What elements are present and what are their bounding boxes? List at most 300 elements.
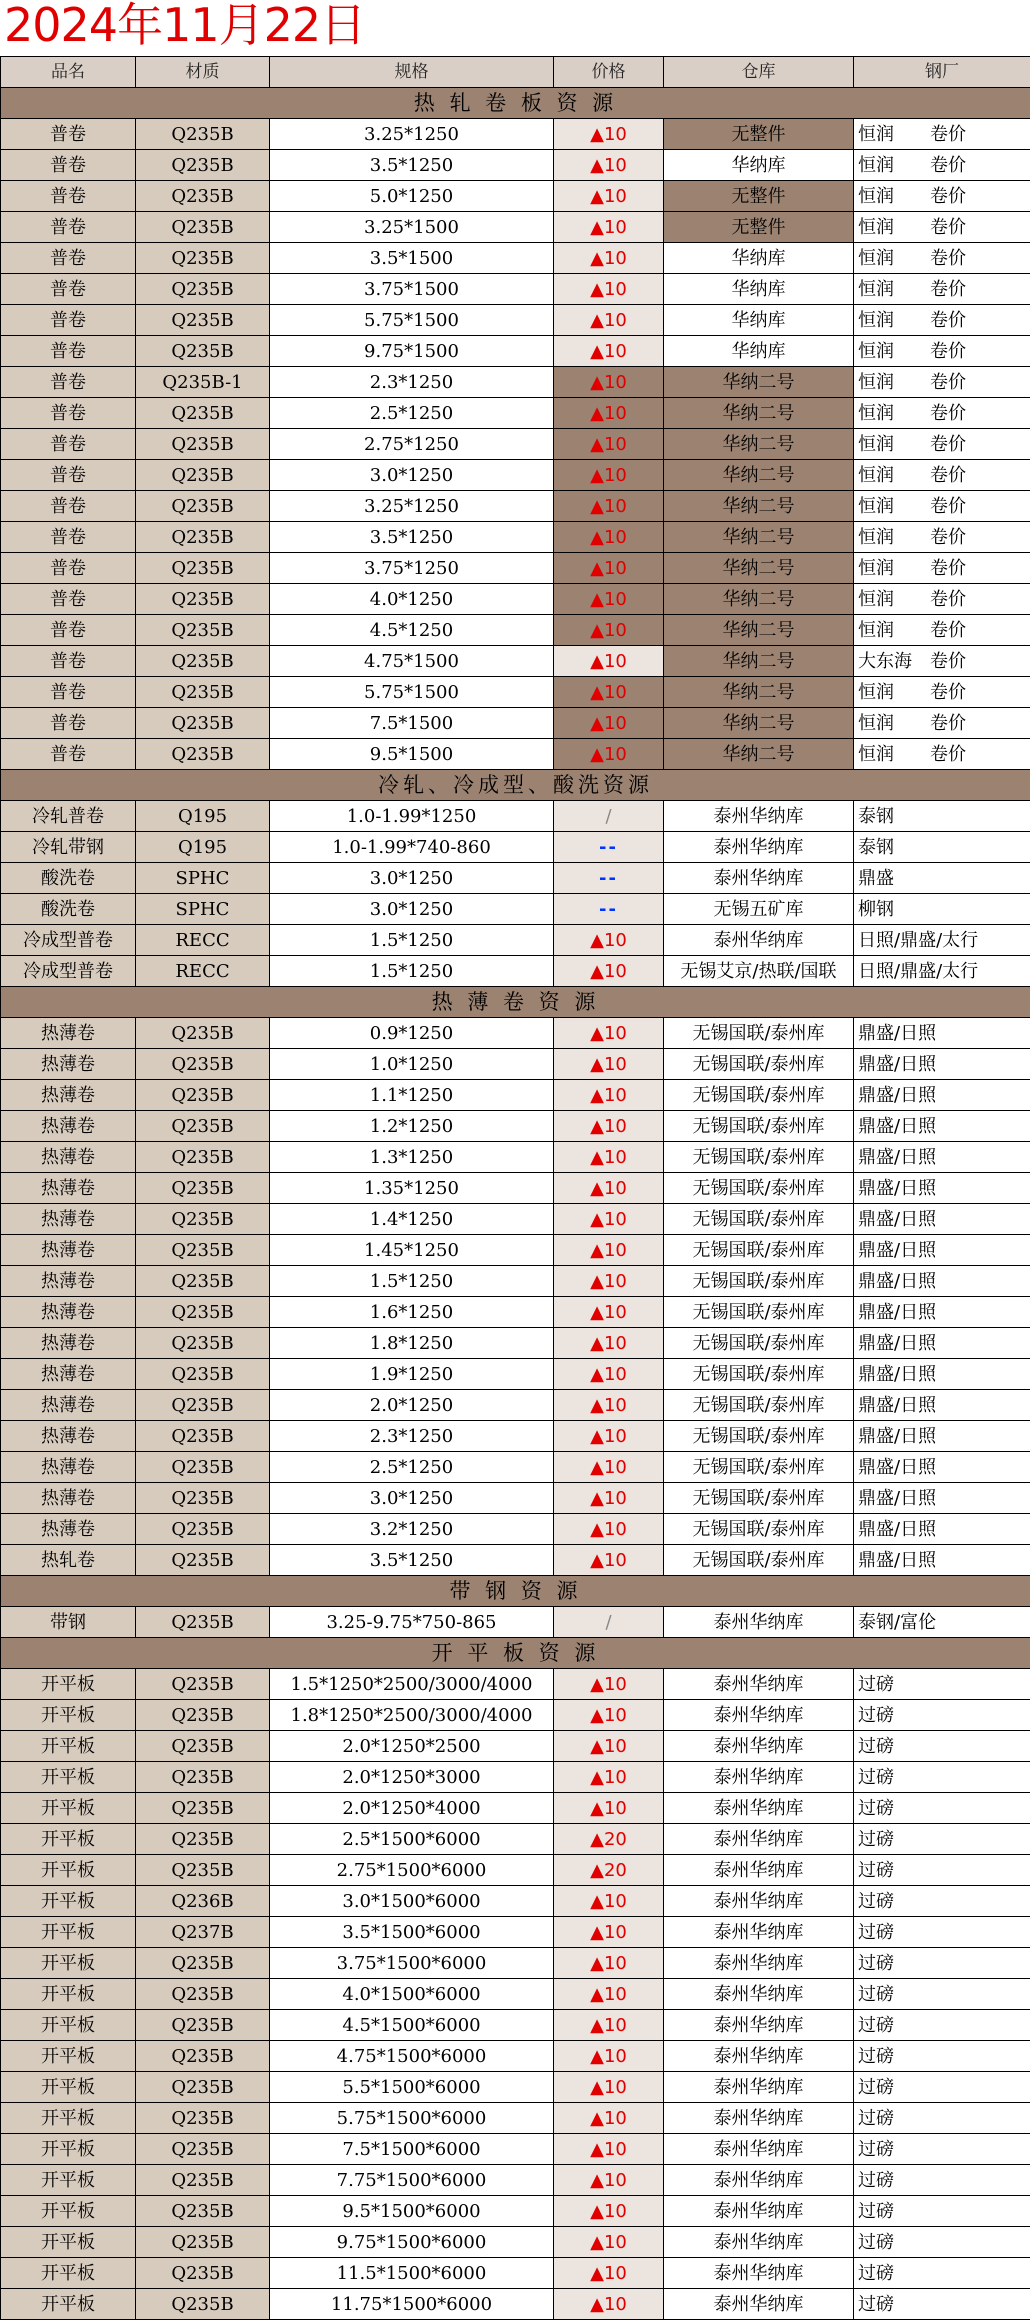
price-change-value: 10 [604, 1457, 627, 1478]
price-up-arrow-icon: ▲ [590, 1085, 604, 1106]
mill-cell: 恒润 卷价 [854, 429, 1030, 460]
material-cell: Q235B [136, 2041, 270, 2072]
material-cell: Q235B [136, 1173, 270, 1204]
table-row [1, 1328, 1030, 1359]
material-cell: Q235B [136, 615, 270, 646]
product-name-cell: 酸洗卷 [1, 863, 136, 894]
price-up-arrow-icon: ▲ [590, 744, 604, 765]
mill-cell: 恒润 卷价 [854, 460, 1030, 491]
warehouse-cell: 无整件 [664, 119, 854, 150]
header-row [1, 57, 1030, 88]
price-up-arrow-icon: ▲ [590, 1240, 604, 1261]
table-row [1, 1483, 1030, 1514]
warehouse-cell: 无锡国联/泰州库 [664, 1545, 854, 1576]
price-change-value: 10 [604, 155, 627, 176]
table-row [1, 2103, 1030, 2134]
price-up-arrow-icon: ▲ [590, 155, 604, 176]
mill-cell: 恒润 卷价 [854, 491, 1030, 522]
table-row [1, 1700, 1030, 1731]
price-cell [554, 2103, 664, 2134]
spec-cell: 2.0*1250*2500 [270, 1731, 554, 1762]
spec-cell: 3.2*1250 [270, 1514, 554, 1545]
price-cell [554, 2010, 664, 2041]
table-row [1, 801, 1030, 832]
material-cell: Q235B [136, 336, 270, 367]
product-name-cell: 开平板 [1, 1793, 136, 1824]
price-up-arrow-icon: ▲ [590, 1767, 604, 1788]
material-cell: Q235B [136, 1049, 270, 1080]
table-row [1, 1824, 1030, 1855]
price-cell [554, 1204, 664, 1235]
mill-cell: 恒润 卷价 [854, 305, 1030, 336]
warehouse-cell: 泰州华纳库 [664, 2165, 854, 2196]
price-up-arrow-icon: ▲ [590, 713, 604, 734]
price-cell [554, 212, 664, 243]
spec-cell: 1.5*1250 [270, 925, 554, 956]
price-cell [554, 1235, 664, 1266]
product-name-cell: 开平板 [1, 1669, 136, 1700]
table-row [1, 2258, 1030, 2289]
price-dash-mark: -- [599, 899, 618, 920]
price-slash-mark: / [605, 1612, 611, 1633]
warehouse-cell: 泰州华纳库 [664, 1731, 854, 1762]
material-cell: Q235B [136, 1607, 270, 1638]
material-cell: Q235B [136, 1483, 270, 1514]
price-up-arrow-icon: ▲ [590, 1860, 604, 1881]
price-change-value: 10 [604, 2046, 627, 2067]
product-name-cell: 开平板 [1, 2072, 136, 2103]
product-name-cell: 普卷 [1, 212, 136, 243]
mill-cell: 过磅 [854, 1793, 1030, 1824]
material-cell: Q235B [136, 2134, 270, 2165]
product-name-cell: 热薄卷 [1, 1421, 136, 1452]
warehouse-cell: 无锡国联/泰州库 [664, 1235, 854, 1266]
price-up-arrow-icon: ▲ [590, 1488, 604, 1509]
mill-cell: 恒润 卷价 [854, 336, 1030, 367]
price-cell [554, 1793, 664, 1824]
price-change-value: 10 [604, 2139, 627, 2160]
table-row [1, 925, 1030, 956]
mill-cell: 鼎盛/日照 [854, 1483, 1030, 1514]
price-table [0, 56, 1030, 2320]
material-cell: Q235B [136, 1762, 270, 1793]
price-up-arrow-icon: ▲ [590, 1271, 604, 1292]
material-cell: Q235B [136, 553, 270, 584]
warehouse-cell: 无锡国联/泰州库 [664, 1421, 854, 1452]
price-cell [554, 181, 664, 212]
warehouse-cell: 华纳库 [664, 150, 854, 181]
table-row [1, 181, 1030, 212]
warehouse-cell: 华纳二号 [664, 367, 854, 398]
spec-cell: 3.25-9.75*750-865 [270, 1607, 554, 1638]
spec-cell: 1.45*1250 [270, 1235, 554, 1266]
warehouse-cell: 泰州华纳库 [664, 1607, 854, 1638]
warehouse-cell: 华纳二号 [664, 522, 854, 553]
warehouse-cell: 泰州华纳库 [664, 2103, 854, 2134]
material-cell: Q235B [136, 677, 270, 708]
spec-cell: 2.0*1250*3000 [270, 1762, 554, 1793]
table-row [1, 1452, 1030, 1483]
spec-cell: 9.5*1500 [270, 739, 554, 770]
warehouse-cell: 泰州华纳库 [664, 801, 854, 832]
price-up-arrow-icon: ▲ [590, 1333, 604, 1354]
table-row [1, 863, 1030, 894]
price-cell [554, 1483, 664, 1514]
product-name-cell: 普卷 [1, 429, 136, 460]
spec-cell: 1.1*1250 [270, 1080, 554, 1111]
price-change-value: 10 [604, 2294, 627, 2315]
section-header-row [1, 1638, 1030, 1669]
price-change-value: 10 [604, 930, 627, 951]
material-cell: Q235B [136, 1080, 270, 1111]
price-up-arrow-icon: ▲ [590, 1178, 604, 1199]
price-cell [554, 1731, 664, 1762]
mill-cell: 过磅 [854, 1731, 1030, 1762]
product-name-cell: 开平板 [1, 2227, 136, 2258]
price-change-value: 10 [604, 1891, 627, 1912]
material-cell: Q237B [136, 1917, 270, 1948]
price-up-arrow-icon: ▲ [590, 558, 604, 579]
price-up-arrow-icon: ▲ [590, 527, 604, 548]
table-row [1, 336, 1030, 367]
product-name-cell: 普卷 [1, 739, 136, 770]
price-cell [554, 1452, 664, 1483]
spec-cell: 2.0*1250*4000 [270, 1793, 554, 1824]
price-change-value: 10 [604, 1519, 627, 1540]
product-name-cell: 热薄卷 [1, 1328, 136, 1359]
price-change-value: 10 [604, 1550, 627, 1571]
price-up-arrow-icon: ▲ [590, 2046, 604, 2067]
price-up-arrow-icon: ▲ [590, 2294, 604, 2315]
mill-cell: 过磅 [854, 2134, 1030, 2165]
spec-cell: 1.9*1250 [270, 1359, 554, 1390]
price-up-arrow-icon: ▲ [590, 279, 604, 300]
price-cell [554, 1018, 664, 1049]
price-change-value: 10 [604, 341, 627, 362]
mill-cell: 鼎盛/日照 [854, 1173, 1030, 1204]
price-cell [554, 1421, 664, 1452]
mill-cell: 过磅 [854, 2041, 1030, 2072]
product-name-cell: 热薄卷 [1, 1297, 136, 1328]
table-row [1, 1390, 1030, 1421]
product-name-cell: 开平板 [1, 1948, 136, 1979]
table-row [1, 1080, 1030, 1111]
material-cell: Q235B [136, 646, 270, 677]
table-row [1, 2196, 1030, 2227]
warehouse-cell: 泰州华纳库 [664, 1979, 854, 2010]
product-name-cell: 热薄卷 [1, 1359, 136, 1390]
material-cell: Q235B [136, 1855, 270, 1886]
price-change-value: 10 [604, 1767, 627, 1788]
price-change-value: 10 [604, 279, 627, 300]
price-up-arrow-icon: ▲ [590, 2263, 604, 2284]
price-up-arrow-icon: ▲ [590, 1116, 604, 1137]
mill-cell: 过磅 [854, 1855, 1030, 1886]
section-header-row [1, 88, 1030, 119]
mill-cell: 鼎盛/日照 [854, 1297, 1030, 1328]
price-up-arrow-icon: ▲ [590, 434, 604, 455]
mill-cell: 鼎盛/日照 [854, 1111, 1030, 1142]
mill-cell: 过磅 [854, 1886, 1030, 1917]
price-up-arrow-icon: ▲ [590, 1054, 604, 1075]
mill-cell: 过磅 [854, 1700, 1030, 1731]
spec-cell: 1.35*1250 [270, 1173, 554, 1204]
mill-cell: 过磅 [854, 2072, 1030, 2103]
section-header-row [1, 770, 1030, 801]
product-name-cell: 冷成型普卷 [1, 925, 136, 956]
mill-cell: 柳钢 [854, 894, 1030, 925]
price-change-value: 10 [604, 1953, 627, 1974]
warehouse-cell: 华纳二号 [664, 615, 854, 646]
material-cell: Q235B [136, 1731, 270, 1762]
material-cell: Q235B [136, 1328, 270, 1359]
material-cell: Q235B [136, 739, 270, 770]
price-cell [554, 336, 664, 367]
warehouse-cell: 无锡国联/泰州库 [664, 1173, 854, 1204]
mill-cell: 鼎盛/日照 [854, 1235, 1030, 1266]
spec-cell: 1.5*1250*2500/3000/4000 [270, 1669, 554, 1700]
product-name-cell: 普卷 [1, 677, 136, 708]
warehouse-cell: 华纳二号 [664, 429, 854, 460]
table-row [1, 1762, 1030, 1793]
warehouse-cell: 泰州华纳库 [664, 925, 854, 956]
material-cell: Q195 [136, 801, 270, 832]
mill-cell: 鼎盛/日照 [854, 1204, 1030, 1235]
table-row [1, 1235, 1030, 1266]
table-row [1, 2134, 1030, 2165]
price-up-arrow-icon: ▲ [590, 1550, 604, 1571]
warehouse-cell: 华纳二号 [664, 460, 854, 491]
table-row [1, 1545, 1030, 1576]
product-name-cell: 开平板 [1, 1700, 136, 1731]
table-row [1, 1266, 1030, 1297]
section-title: 热 轧 卷 板 资 源 [1, 88, 1030, 119]
product-name-cell: 普卷 [1, 584, 136, 615]
material-cell: Q235B [136, 1824, 270, 1855]
price-up-arrow-icon: ▲ [590, 248, 604, 269]
price-change-value: 20 [604, 1829, 627, 1850]
table-row [1, 119, 1030, 150]
warehouse-cell: 华纳二号 [664, 677, 854, 708]
price-cell [554, 894, 664, 925]
warehouse-cell: 华纳二号 [664, 646, 854, 677]
table-row [1, 491, 1030, 522]
price-change-value: 10 [604, 1674, 627, 1695]
price-cell [554, 150, 664, 181]
warehouse-cell: 华纳库 [664, 336, 854, 367]
mill-cell: 鼎盛/日照 [854, 1080, 1030, 1111]
mill-cell: 鼎盛/日照 [854, 1018, 1030, 1049]
spec-cell: 3.0*1250 [270, 863, 554, 894]
price-change-value: 10 [604, 1054, 627, 1075]
material-cell: Q235B [136, 2196, 270, 2227]
material-cell: Q235B [136, 522, 270, 553]
price-cell [554, 460, 664, 491]
price-cell [554, 615, 664, 646]
price-change-value: 10 [604, 961, 627, 982]
table-row [1, 429, 1030, 460]
warehouse-cell: 泰州华纳库 [664, 1917, 854, 1948]
price-change-value: 10 [604, 1271, 627, 1292]
price-cell [554, 522, 664, 553]
product-name-cell: 普卷 [1, 305, 136, 336]
material-cell: Q195 [136, 832, 270, 863]
product-name-cell: 酸洗卷 [1, 894, 136, 925]
spec-cell: 5.0*1250 [270, 181, 554, 212]
material-cell: Q235B [136, 119, 270, 150]
table-row [1, 305, 1030, 336]
table-row [1, 646, 1030, 677]
price-change-value: 10 [604, 1922, 627, 1943]
material-cell: Q236B [136, 1886, 270, 1917]
spec-cell: 1.3*1250 [270, 1142, 554, 1173]
mill-cell: 过磅 [854, 2289, 1030, 2320]
price-cell [554, 2165, 664, 2196]
spec-cell: 9.75*1500 [270, 336, 554, 367]
warehouse-cell: 华纳二号 [664, 491, 854, 522]
price-cell [554, 1328, 664, 1359]
spec-cell: 3.5*1250 [270, 150, 554, 181]
price-change-value: 10 [604, 1240, 627, 1261]
warehouse-cell: 泰州华纳库 [664, 2227, 854, 2258]
mill-cell: 过磅 [854, 2258, 1030, 2289]
product-name-cell: 普卷 [1, 336, 136, 367]
table-row [1, 1204, 1030, 1235]
table-row [1, 1111, 1030, 1142]
warehouse-cell: 泰州华纳库 [664, 1886, 854, 1917]
table-row [1, 1421, 1030, 1452]
material-cell: Q235B [136, 1142, 270, 1173]
material-cell: Q235B [136, 708, 270, 739]
table-row [1, 1669, 1030, 1700]
mill-cell: 过磅 [854, 1979, 1030, 2010]
table-row [1, 894, 1030, 925]
material-cell: Q235B [136, 274, 270, 305]
table-row [1, 1855, 1030, 1886]
table-row [1, 212, 1030, 243]
price-change-value: 10 [604, 2201, 627, 2222]
section-header-row [1, 987, 1030, 1018]
spec-cell: 1.0-1.99*740-860 [270, 832, 554, 863]
price-change-value: 10 [604, 217, 627, 238]
material-cell: Q235B [136, 1421, 270, 1452]
warehouse-cell: 无锡国联/泰州库 [664, 1452, 854, 1483]
price-cell [554, 1917, 664, 1948]
price-change-value: 10 [604, 1302, 627, 1323]
product-name-cell: 开平板 [1, 1855, 136, 1886]
price-up-arrow-icon: ▲ [590, 1395, 604, 1416]
product-name-cell: 开平板 [1, 2134, 136, 2165]
price-change-value: 10 [604, 124, 627, 145]
price-cell [554, 863, 664, 894]
report-date-title: 2024年11月22日 [4, 0, 365, 52]
warehouse-cell: 无锡国联/泰州库 [664, 1297, 854, 1328]
price-change-value: 10 [604, 527, 627, 548]
product-name-cell: 开平板 [1, 2258, 136, 2289]
mill-cell: 过磅 [854, 1824, 1030, 1855]
warehouse-cell: 泰州华纳库 [664, 863, 854, 894]
product-name-cell: 普卷 [1, 243, 136, 274]
price-cell [554, 2289, 664, 2320]
material-cell: Q235B [136, 1452, 270, 1483]
price-up-arrow-icon: ▲ [590, 372, 604, 393]
mill-cell: 过磅 [854, 2227, 1030, 2258]
material-cell: Q235B [136, 305, 270, 336]
section-title: 开 平 板 资 源 [1, 1638, 1030, 1669]
table-row [1, 1979, 1030, 2010]
price-cell [554, 801, 664, 832]
table-row [1, 1297, 1030, 1328]
price-cell [554, 367, 664, 398]
material-cell: Q235B [136, 1979, 270, 2010]
warehouse-cell: 华纳二号 [664, 584, 854, 615]
material-cell: RECC [136, 956, 270, 987]
material-cell: Q235B [136, 2072, 270, 2103]
warehouse-cell: 泰州华纳库 [664, 1855, 854, 1886]
material-cell: Q235B [136, 1235, 270, 1266]
material-cell: Q235B [136, 243, 270, 274]
price-cell [554, 677, 664, 708]
price-cell [554, 1824, 664, 1855]
material-cell: Q235B [136, 181, 270, 212]
price-change-value: 10 [604, 186, 627, 207]
mill-cell: 日照/鼎盛/太行 [854, 925, 1030, 956]
warehouse-cell: 无锡国联/泰州库 [664, 1018, 854, 1049]
price-cell [554, 2196, 664, 2227]
price-up-arrow-icon: ▲ [590, 217, 604, 238]
spec-cell: 7.75*1500*6000 [270, 2165, 554, 2196]
spec-cell: 1.8*1250*2500/3000/4000 [270, 1700, 554, 1731]
price-up-arrow-icon: ▲ [590, 1147, 604, 1168]
product-name-cell: 普卷 [1, 367, 136, 398]
price-change-value: 10 [604, 2170, 627, 2191]
price-cell [554, 1142, 664, 1173]
price-cell [554, 491, 664, 522]
product-name-cell: 热薄卷 [1, 1204, 136, 1235]
price-change-value: 10 [604, 2232, 627, 2253]
product-name-cell: 热薄卷 [1, 1514, 136, 1545]
mill-cell: 大东海 卷价 [854, 646, 1030, 677]
table-row [1, 1514, 1030, 1545]
price-up-arrow-icon: ▲ [590, 589, 604, 610]
spec-cell: 1.2*1250 [270, 1111, 554, 1142]
material-cell: SPHC [136, 863, 270, 894]
spec-cell: 1.5*1250 [270, 1266, 554, 1297]
product-name-cell: 冷轧普卷 [1, 801, 136, 832]
price-cell [554, 1359, 664, 1390]
mill-cell: 鼎盛/日照 [854, 1049, 1030, 1080]
material-cell: Q235B [136, 1390, 270, 1421]
header-price: 价格 [554, 57, 664, 88]
warehouse-cell: 泰州华纳库 [664, 2072, 854, 2103]
price-change-value: 10 [604, 1736, 627, 1757]
material-cell: Q235B-1 [136, 367, 270, 398]
mill-cell: 鼎盛/日照 [854, 1328, 1030, 1359]
price-cell [554, 1514, 664, 1545]
warehouse-cell: 泰州华纳库 [664, 2258, 854, 2289]
price-up-arrow-icon: ▲ [590, 651, 604, 672]
warehouse-cell: 华纳库 [664, 274, 854, 305]
price-change-value: 10 [604, 1798, 627, 1819]
product-name-cell: 普卷 [1, 181, 136, 212]
product-name-cell: 开平板 [1, 1762, 136, 1793]
price-change-value: 10 [604, 1488, 627, 1509]
mill-cell: 恒润 卷价 [854, 615, 1030, 646]
mill-cell: 恒润 卷价 [854, 739, 1030, 770]
price-cell [554, 956, 664, 987]
price-cell [554, 1669, 664, 1700]
price-cell [554, 2134, 664, 2165]
